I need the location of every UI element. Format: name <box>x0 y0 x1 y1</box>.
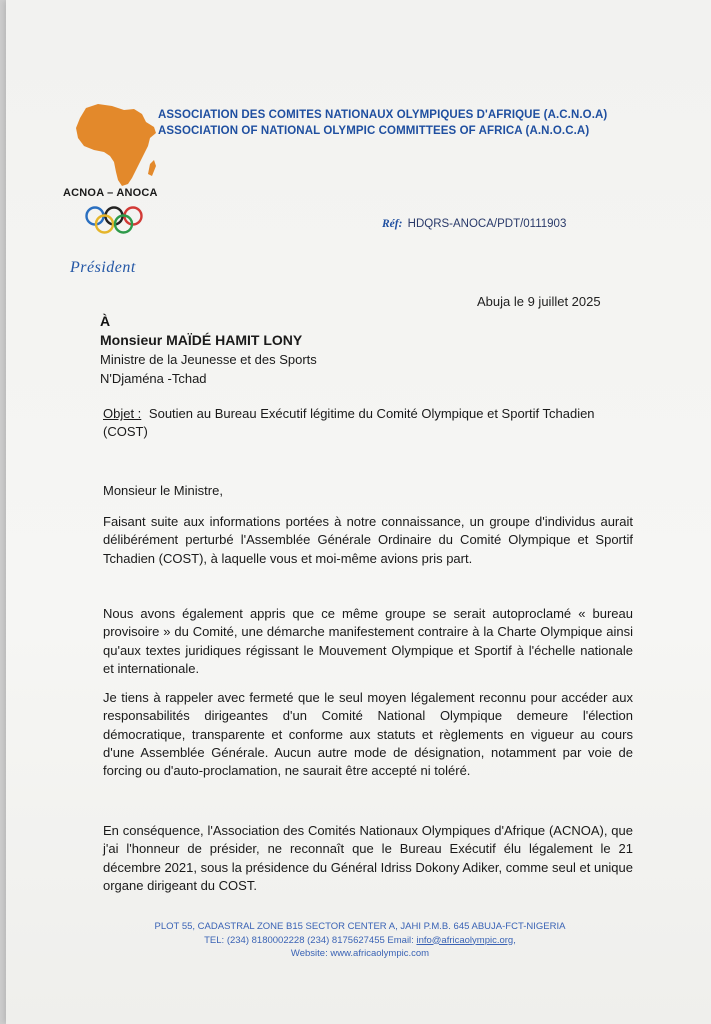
footer-tel: TEL: (234) 8180002228 (234) 8175627455 Email: <box>204 934 417 946</box>
recipient-block <box>100 331 317 388</box>
salutation: Monsieur le Ministre, <box>103 483 223 498</box>
reference-label: Réf: <box>382 218 403 230</box>
footer-email-link[interactable]: info@africaolympic.org, <box>416 934 516 946</box>
paragraph: En conséquence, l'Association des Comités Nationaux Olympiques d'Afrique (ACNOA), que j'ai l'honneur de présider, ne reconnaît que le Bureau Exécutif élu légalement le 21 décembre 2021, sous la présidence du Général Idriss Dokony Adiker, comme seul et unique organe dirigeant du COST. <box>103 823 633 893</box>
object-label: Objet : <box>103 406 142 421</box>
addressee-marker: À <box>100 313 111 329</box>
reference-value: HDQRS-ANOCA/PDT/0111903 <box>407 218 567 230</box>
africa-map-icon <box>76 104 156 186</box>
paragraph: Faisant suite aux informations portées à notre connaissance, un groupe d'individus aurait délibérément perturbé l'Assemblée Générale Ordinaire du Comité Olympique et Sportif Tchadien (COST), à laquelle vous et moi-même avions pris part. <box>103 514 633 566</box>
org-name-fr: ASSOCIATION DES COMITES NATIONAUX OLYMPIQUES D'AFRIQUE (A.C.N.O.A) <box>158 109 608 121</box>
object-text: Soutien au Bureau Exécutif légitime du Comité Olympique et Sportif Tchadien (COST) <box>103 406 595 439</box>
letter-date: Abuja le 9 juillet 2025 <box>477 294 601 309</box>
footer-website[interactable]: Website: www.africaolympic.com <box>290 948 430 959</box>
org-name-en: ASSOCIATION OF NATIONAL OLYMPIC COMMITTEES OF AFRICA (A.N.O.C.A) <box>158 125 590 137</box>
footer-contact <box>120 934 600 948</box>
footer-address: PLOT 55, CADASTRAL ZONE B15 SECTOR CENTER A, JAHI P.M.B. 645 ABUJA-FCT-NIGERIA <box>154 921 566 932</box>
paragraph: Nous avons également appris que ce même groupe se serait autoproclamé « bureau provisoire » du Comité, une démarche manifestement contraire à la Charte Olympique ainsi qu'aux textes juridiques régissant le Mouvement Olympique et Sportif à l'échelle nationale et internationale. <box>103 606 633 676</box>
recipient-name: Monsieur MAÏDÉ HAMIT LONY <box>100 332 303 348</box>
acnoa-logo <box>68 100 178 240</box>
recipient-location: N'Djaména -Tchad <box>100 371 207 386</box>
office-title: Président <box>70 259 136 276</box>
paragraph: Je tiens à rappeler avec fermeté que le seul moyen légalement reconnu pour accéder aux responsabilités dirigeantes d'un Comité National Olympique demeure l'élection démocratique, transparente et conforme aux statuts et règlements en vigueur au cours d'une Assemblée Générale. Aucun autre mode de désignation, notamment par voie de forcing ou d'auto-proclamation, ne saurait être accepté ni toléré. <box>103 690 633 779</box>
madagascar-icon <box>148 160 156 176</box>
object-line <box>103 405 633 441</box>
logo-caption: ACNOA – ANOCA <box>63 187 158 199</box>
olympic-rings-icon <box>87 208 142 233</box>
recipient-title: Ministre de la Jeunesse et des Sports <box>100 352 317 367</box>
footer <box>120 920 600 961</box>
reference <box>382 218 566 230</box>
